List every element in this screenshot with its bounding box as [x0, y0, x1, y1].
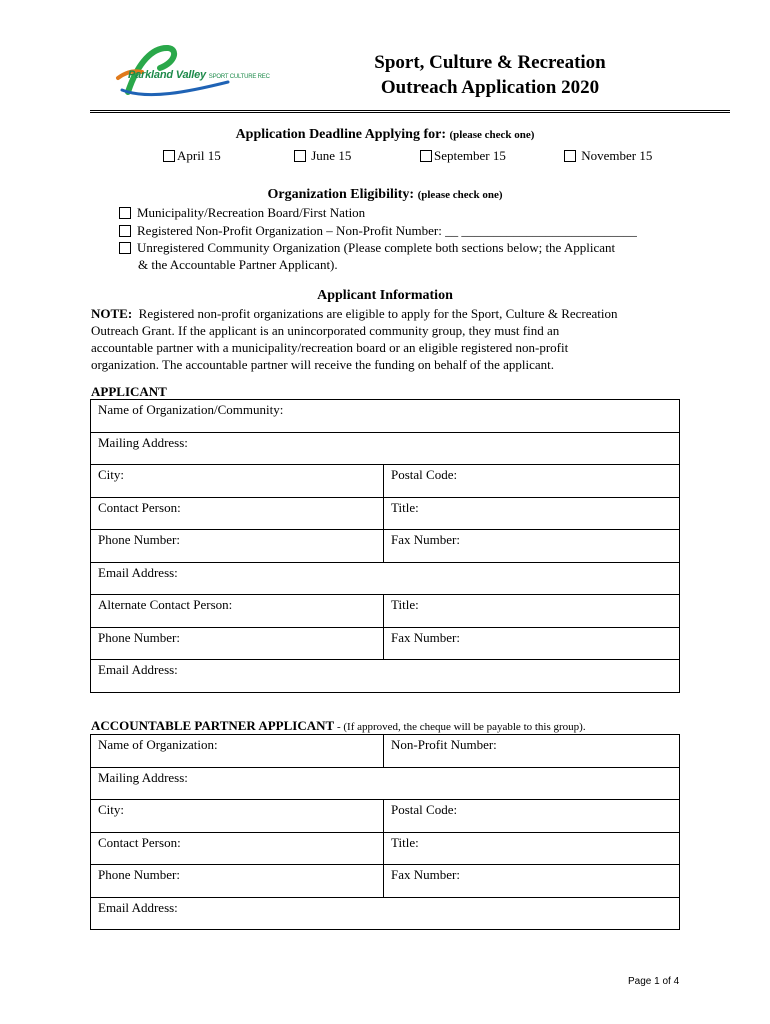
partner-nonprofit-number-field[interactable]: Non-Profit Number:	[384, 735, 680, 768]
option-label: November 15	[581, 148, 653, 163]
eligibility-heading-text: Organization Eligibility:	[267, 187, 415, 202]
alt-phone-field[interactable]: Phone Number:	[91, 627, 384, 660]
deadline-option-april[interactable]	[163, 148, 221, 164]
partner-city-field[interactable]: City:	[91, 800, 384, 833]
table-row	[91, 897, 680, 930]
applicant-table	[90, 399, 680, 693]
note-line: Outreach Grant. If the applicant is an unincorporated community group, they must find an	[91, 323, 560, 338]
header-divider-2	[90, 112, 730, 113]
table-row	[91, 432, 680, 465]
note-line: accountable partner with a municipality/recreation board or an eligible registered non-profit	[91, 340, 569, 355]
applicant-info-heading: Applicant Information	[317, 288, 453, 303]
contact-person-field[interactable]: Contact Person:	[91, 497, 384, 530]
phone-field[interactable]: Phone Number:	[91, 530, 384, 563]
logo-small-text: SPORT CULTURE REC	[208, 74, 270, 80]
table-row	[91, 400, 680, 433]
partner-phone-field[interactable]: Phone Number:	[91, 865, 384, 898]
table-row	[91, 832, 680, 865]
option-label: September 15	[434, 148, 506, 163]
partner-org-name-field[interactable]: Name of Organization:	[91, 735, 384, 768]
title-field[interactable]: Title:	[384, 497, 680, 530]
partner-title-field[interactable]: Title:	[384, 832, 680, 865]
table-row	[91, 660, 680, 693]
page-number: Page 1 of 4	[628, 976, 680, 987]
table-row	[91, 865, 680, 898]
table-row	[91, 735, 680, 768]
deadline-option-june[interactable]	[294, 148, 351, 164]
deadline-heading-text: Application Deadline Applying for:	[235, 127, 446, 142]
postal-code-field[interactable]: Postal Code:	[384, 465, 680, 498]
alt-fax-field[interactable]: Fax Number:	[384, 627, 680, 660]
partner-contact-person-field[interactable]: Contact Person:	[91, 832, 384, 865]
table-row	[91, 465, 680, 498]
alt-email-field[interactable]: Email Address:	[91, 660, 680, 693]
note-line: organization. The accountable partner will receive the funding on behalf of the applicant.	[91, 357, 555, 372]
checkbox-registered[interactable]	[119, 225, 131, 237]
table-row	[91, 530, 680, 563]
eligibility-option-registered[interactable]	[119, 222, 637, 239]
table-row	[91, 800, 680, 833]
deadline-option-november[interactable]	[564, 148, 652, 164]
deadline-option-september[interactable]	[420, 148, 506, 164]
partner-table	[90, 734, 680, 930]
partner-heading-text: ACCOUNTABLE PARTNER APPLICANT	[91, 718, 335, 733]
fax-field[interactable]: Fax Number:	[384, 530, 680, 563]
option-label: April 15	[177, 148, 221, 163]
parkland-valley-logo	[108, 42, 270, 102]
eligibility-hint: (please check one)	[417, 189, 503, 201]
checkbox-september[interactable]	[420, 150, 432, 162]
deadline-hint: (please check one)	[449, 129, 535, 141]
partner-fax-field[interactable]: Fax Number:	[384, 865, 680, 898]
title-line-2: Outreach Application 2020	[380, 77, 600, 98]
page-title	[340, 50, 640, 100]
table-row	[91, 767, 680, 800]
table-row	[91, 497, 680, 530]
header-divider	[90, 110, 730, 111]
table-row	[91, 627, 680, 660]
logo-main-text: Parkland Valley	[128, 69, 206, 81]
checkbox-november[interactable]	[564, 150, 576, 162]
checkbox-june[interactable]	[294, 150, 306, 162]
eligibility-option-unregistered[interactable]	[119, 239, 615, 256]
mailing-address-field[interactable]: Mailing Address:	[91, 432, 680, 465]
alt-contact-field[interactable]: Alternate Contact Person:	[91, 595, 384, 628]
note-line: Registered non-profit organizations are eligible to apply for the Sport, Culture & Recreation	[138, 306, 618, 321]
applicant-heading: APPLICANT	[91, 384, 167, 399]
deadline-heading	[0, 127, 770, 143]
table-row	[91, 562, 680, 595]
option-label: Unregistered Community Organization (Please complete both sections below; the Applicant	[137, 240, 616, 255]
partner-heading	[91, 718, 586, 734]
email-field[interactable]: Email Address:	[91, 562, 680, 595]
checkbox-unregistered[interactable]	[119, 242, 131, 254]
note-label: NOTE:	[91, 306, 133, 321]
checkbox-april[interactable]	[163, 150, 175, 162]
city-field[interactable]: City:	[91, 465, 384, 498]
checkbox-municipality[interactable]	[119, 207, 131, 219]
eligibility-option-municipality[interactable]	[119, 204, 365, 221]
partner-postal-code-field[interactable]: Postal Code:	[384, 800, 680, 833]
option-label: June 15	[311, 148, 352, 163]
alt-title-field[interactable]: Title:	[384, 595, 680, 628]
eligibility-heading	[0, 187, 770, 203]
partner-email-field[interactable]: Email Address:	[91, 897, 680, 930]
applicant-note	[91, 305, 671, 373]
option-label: Registered Non-Profit Organization – Non-Profit Number: __ ___________________________	[137, 223, 637, 238]
partner-mailing-address-field[interactable]: Mailing Address:	[91, 767, 680, 800]
table-row	[91, 595, 680, 628]
logo-text	[128, 69, 270, 81]
option-label: Municipality/Recreation Board/First Nation	[137, 205, 366, 220]
eligibility-option-unregistered-cont: & the Accountable Partner Applicant).	[138, 257, 338, 272]
title-line-1: Sport, Culture & Recreation	[374, 52, 606, 73]
org-name-field[interactable]: Name of Organization/Community:	[91, 400, 680, 433]
partner-hint: - (If approved, the cheque will be payable to this group).	[334, 721, 586, 733]
